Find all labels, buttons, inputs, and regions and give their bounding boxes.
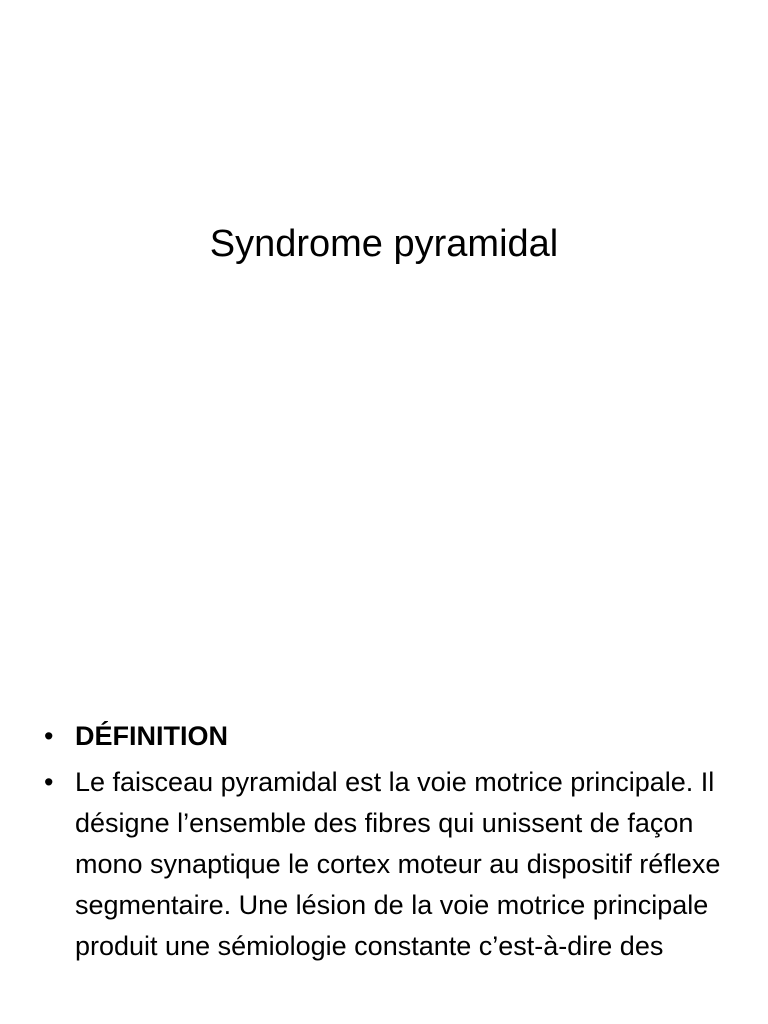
- bullet-marker: •: [44, 767, 54, 797]
- bullet-item-definition: [44, 716, 734, 757]
- definition-body-text: Le faisceau pyramidal est la voie motrice principale. Il désigne l’ensemble des fibres qui unissent de façon mono synaptique le cortex moteur au dispositif réflexe segmentaire. Une lésion de la voie motrice principale produit une sémiologie constante c’est-à-dire des: [75, 767, 721, 961]
- definition-heading: DÉFINITION: [75, 721, 228, 751]
- bullet-item-description: [44, 762, 734, 967]
- bullet-marker: •: [44, 721, 54, 751]
- bullet-list: [44, 716, 734, 972]
- slide-title: Syndrome pyramidal: [209, 223, 559, 265]
